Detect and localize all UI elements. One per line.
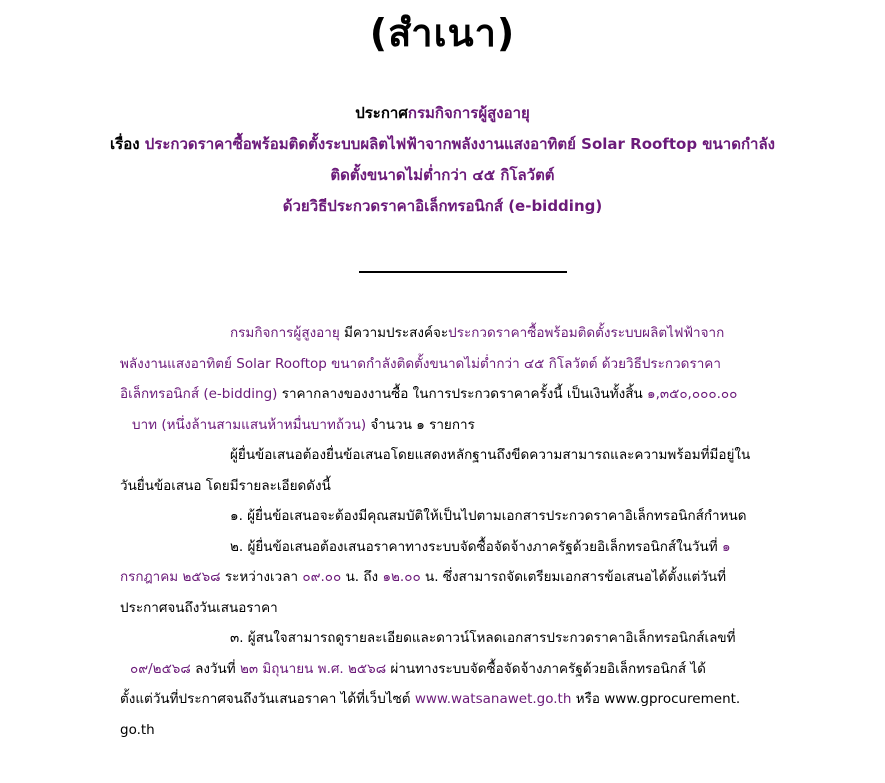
item-2-prepare-text: น. ซึ่งสามารถจัดเตรียมเอกสารข้อเสนอได้ตั้งแต่วันที่ — [420, 569, 726, 585]
item-3-line-1: ๓. ผู้สนใจสามารถดูรายละเอียดและดาวน์โหลดเอกสารประกวดราคาอิเล็กทรอนิกส์เลขที่ — [230, 630, 736, 646]
p1-intent: มีความประสงค์จะ — [339, 325, 449, 341]
item-2-time-label: ระหว่างเวลา — [220, 569, 303, 585]
p1-line-4 — [120, 410, 800, 441]
item-3-date: ๒๓ มิถุนายน พ.ศ. ๒๕๖๘ — [239, 660, 387, 677]
item-2-line-3: ประกาศจนถึงวันเสนอราคา — [120, 599, 278, 616]
header-agency: กรมกิจการผู้สูงอายุ — [407, 104, 530, 122]
item-3-dated-label: ลงวันที่ — [190, 660, 240, 677]
header-announcement-word: ประกาศ — [355, 104, 408, 122]
header-line-4: ด้วยวิธีประกวดราคาอิเล็กทรอนิกส์ (e-bidding) — [282, 197, 603, 215]
item-3-line-2 — [120, 654, 800, 685]
p1-agency: กรมกิจการผู้สูงอายุ — [230, 325, 340, 341]
header-line-1 — [0, 98, 885, 129]
item-2-day: ๑ — [721, 538, 731, 555]
header-line-2 — [0, 129, 885, 160]
item-2-line-1 — [120, 532, 800, 563]
watsanawet-link[interactable]: www.watsanawet.go.th — [414, 691, 572, 707]
item-2-date: กรกฎาคม ๒๕๖๘ — [120, 569, 221, 585]
p1-line-3 — [120, 379, 800, 410]
item-3-line-3 — [120, 684, 800, 715]
p1-amount: ๑,๓๕๐,๐๐๐.๐๐ — [647, 386, 738, 402]
p1-quantity: จำนวน ๑ รายการ — [366, 416, 475, 433]
copy-stamp: (สำเนา) — [369, 11, 516, 55]
p1-median-price-text: ราคากลางของงานซื้อ ในการประกวดราคาครั้งนี้ เป็นเงินทั้งสิ้น — [277, 386, 648, 402]
item-1: ๑. ผู้ยื่นข้อเสนอจะต้องมีคุณสมบัติให้เป็นไปตามเอกสารประกวดราคาอิเล็กทรอนิกส์กำหนด — [230, 508, 747, 524]
header-subject-label: เรื่อง — [110, 135, 145, 153]
item-3-website-text: ตั้งแต่วันที่ประกาศจนถึงวันเสนอราคา ได้ที่เว็บไซต์ — [120, 691, 415, 707]
item-3-via-text: ผ่านทางระบบจัดซื้อจัดจ้างภาครัฐด้วยอิเล็กทรอนิกส์ ได้ — [386, 660, 706, 677]
p2-line-2: วันยื่นข้อเสนอ โดยมีรายละเอียดดังนี้ — [120, 477, 331, 494]
item-2-line-2 — [120, 562, 800, 593]
item-2-to: น. ถึง — [341, 569, 383, 585]
p1-project: ประกวดราคาซื้อพร้อมติดตั้งระบบผลิตไฟฟ้าจาก — [448, 325, 725, 341]
item-2-text: ๒. ผู้ยื่นข้อเสนอต้องเสนอราคาทางระบบจัดซื้อจัดจ้างภาครัฐด้วยอิเล็กทรอนิกส์ในวันที่ — [230, 538, 722, 555]
item-2-time-end: ๑๒.๐๐ — [382, 569, 421, 585]
gprocurement-link[interactable]: หรือ www.gprocurement. — [571, 691, 741, 707]
announcement-body — [120, 318, 800, 745]
p1-amount-words: บาท (หนึ่งล้านสามแสนห้าหมื่นบาทถ้วน) — [132, 416, 367, 433]
header-line-3: ติดตั้งขนาดไม่ต่ำกว่า ๔๕ กิโลวัตต์ — [330, 166, 555, 184]
p1-method: อิเล็กทรอนิกส์ (e-bidding) — [120, 386, 278, 402]
announcement-header — [0, 98, 885, 222]
p1-line-2: พลังงานแสงอาทิตย์ Solar Rooftop ขนาดกำลังติดตั้งขนาดไม่ต่ำกว่า ๔๕ กิโลวัตต์ ด้วยวิธีประกวดราคา — [120, 355, 721, 372]
header-subject: ประกวดราคาซื้อพร้อมติดตั้งระบบผลิตไฟฟ้าจากพลังงานแสงอาทิตย์ Solar Rooftop ขนาดกำลัง — [144, 135, 775, 153]
p2-line-1: ผู้ยื่นข้อเสนอต้องยื่นข้อเสนอโดยแสดงหลักฐานถึงขีดความสามารถและความพร้อมที่มีอยู่ใน — [230, 447, 751, 463]
item-2-time-start: ๐๙.๐๐ — [302, 569, 342, 585]
item-3-doc-number: ๐๙/๒๕๖๘ — [130, 660, 191, 677]
p1-line-1 — [120, 318, 800, 349]
item-3-line-4[interactable]: go.th — [120, 721, 155, 738]
header-divider — [359, 271, 567, 273]
